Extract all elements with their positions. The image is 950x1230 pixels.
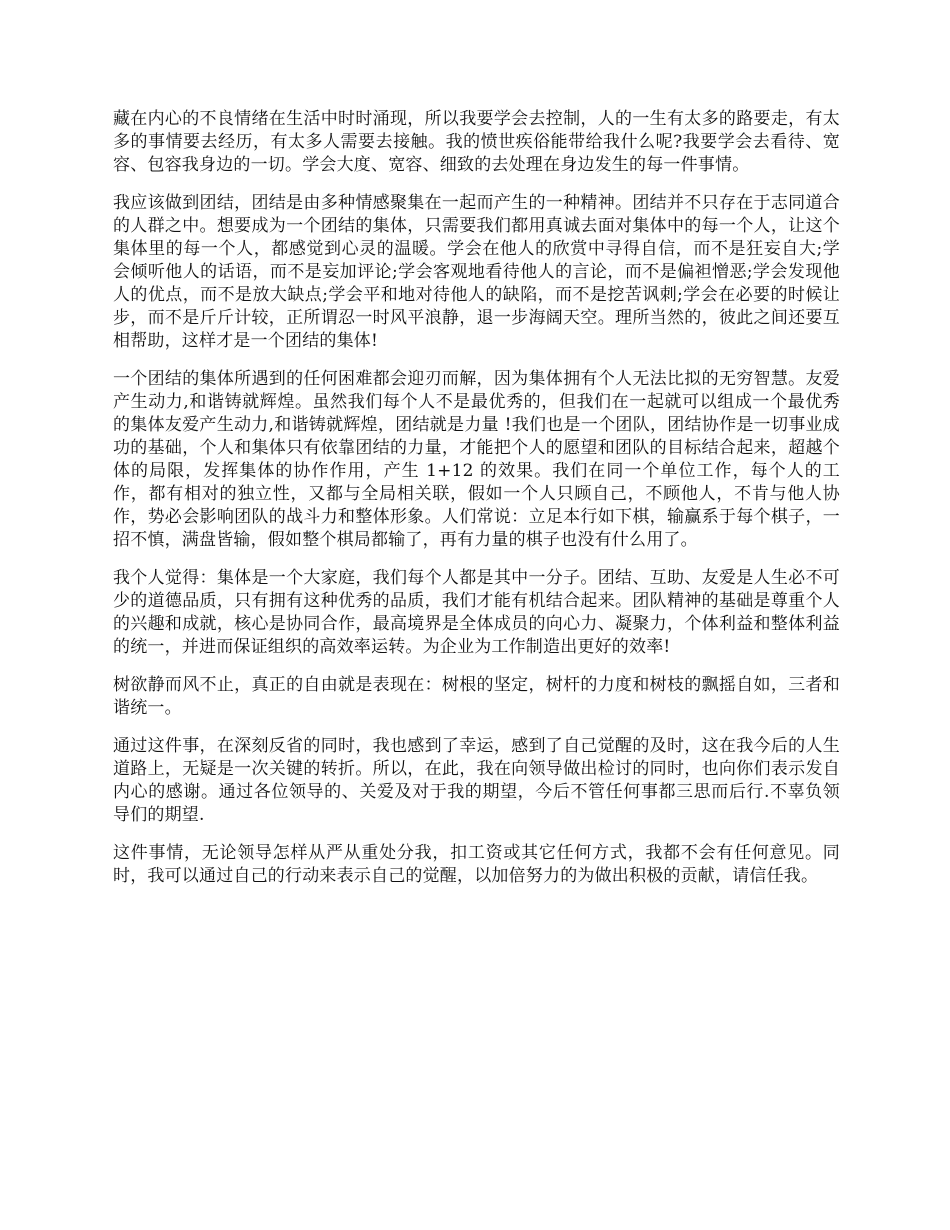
paragraph: 通过这件事，在深刻反省的同时，我也感到了幸运，感到了自己觉醒的及时，这在我今后的人生道路上，无疑是一次关键的转折。所以，在此，我在向领导做出检讨的同时，也向你们表示发自内心的感谢。通过各位领导的、关爱及对于我的期望，今后不管任何事都三思而后行.不辜负领导们的期望. <box>113 736 840 825</box>
paragraph: 树欲静而风不止，真正的自由就是表现在：树根的坚定，树杆的力度和树枝的飘摇自如，三者和谐统一。 <box>113 675 840 718</box>
paragraph: 藏在内心的不良情绪在生活中时时涌现，所以我要学会去控制，人的一生有太多的路要走，有太多的事情要去经历，有太多人需要去接触。我的愤世疾俗能带给我什么呢?我要学会去看待、宽容、包容我身边的一切。学会大度、宽容、细致的去处理在身边发生的每一件事情。 <box>113 109 840 175</box>
paragraph: 一个团结的集体所遇到的任何困难都会迎刃而解，因为集体拥有个人无法比拟的无穷智慧。友爱产生动力,和谐铸就辉煌。虽然我们每个人不是最优秀的，但我们在一起就可以组成一个最优秀的集体友爱产生动力,和谐铸就辉煌，团结就是力量 !我们也是一个团队，团结协作是一切事业成功的基础，个人和集体只有依靠团结的力量，才能把个人的愿望和团队的目标结合起来，超越个体的局限，发挥集体的协作作用，产生 1+12 的效果。我们在同一个单位工作，每个人的工作，都有相对的独立性，又都与全局相关联，假如一个人只顾自己，不顾他人，不肯与他人协作，势必会影响团队的战斗力和整体形象。人们常说：立足本行如下棋，输赢系于每个棋子，一招不慎，满盘皆输，假如整个棋局都输了，再有力量的棋子也没有什么用了。 <box>113 369 840 550</box>
paragraph: 我应该做到团结，团结是由多种情感聚集在一起而产生的一种精神。团结并不只存在于志同道合的人群之中。想要成为一个团结的集体，只需要我们都用真诚去面对集体中的每一个人，让这个集体里的每一个人，都感觉到心灵的温暖。学会在他人的欣赏中寻得自信，而不是狂妄自大;学会倾听他人的话语，而不是妄加评论;学会客观地看待他人的言论，而不是偏袒憎恶;学会发现他人的优点，而不是放大缺点;学会平和地对待他人的缺陷，而不是挖苦讽刺;学会在必要的时候让步，而不是斤斤计较，正所谓忍一时风平浪静，退一步海阔天空。理所当然的，彼此之间还要互相帮助，这样才是一个团结的集体! <box>113 193 840 351</box>
paragraph: 我个人觉得：集体是一个大家庭，我们每个人都是其中一分子。团结、互助、友爱是人生必不可少的道德品质，只有拥有这种优秀的品质，我们才能有机结合起来。团队精神的基础是尊重个人的兴趣和成就，核心是协同合作，最高境界是全体成员的向心力、凝聚力，个体利益和整体利益的统一，并进而保证组织的高效率运转。为企业为工作制造出更好的效率! <box>113 568 840 657</box>
document-body <box>113 108 840 903</box>
paragraph: 这件事情，无论领导怎样从严从重处分我，扣工资或其它任何方式，我都不会有任何意见。同时，我可以通过自己的行动来表示自己的觉醒，以加倍努力的为做出积极的贡献，请信任我。 <box>113 843 840 886</box>
